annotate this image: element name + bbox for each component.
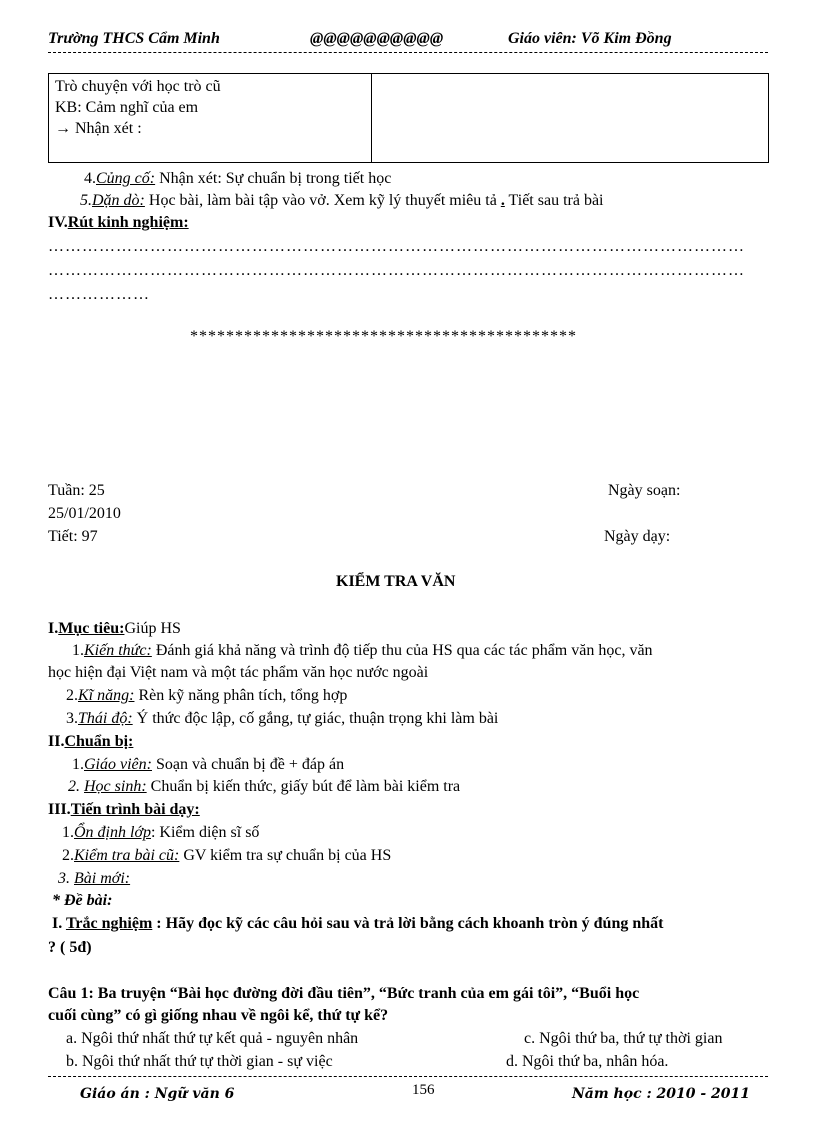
dan-do-dot: . (500, 192, 505, 209)
dan-do-num: 5. (80, 192, 92, 209)
header-symbols: @@@@@@@@@@ (310, 30, 444, 47)
muc-tieu-heading (48, 620, 181, 638)
tien-trinh-num: III. (48, 801, 71, 818)
question-1-line (48, 985, 639, 1003)
period-label: Tiết: 97 (48, 528, 98, 545)
cung-co-text: Nhận xét: Sự chuẩn bị trong tiết học (155, 170, 392, 187)
week-label: Tuần: 25 (48, 482, 105, 499)
kien-thuc-label: Kiến thức: (84, 642, 152, 659)
dan-do-line (80, 192, 604, 210)
option-d: d. Ngôi thứ ba, nhân hóa. (506, 1053, 669, 1070)
option-b: b. Ngôi thứ nhất thứ tự thời gian - sự việc (66, 1053, 333, 1070)
trac-nghiem-text: : Hãy đọc kỹ các câu hỏi sau và trả lời bằng cách khoanh tròn ý đúng nhất (152, 915, 664, 932)
kiem-tra-text: GV kiểm tra sự chuẩn bị của HS (179, 847, 392, 864)
giao-vien-num: 1. (72, 756, 84, 773)
on-dinh-line (62, 824, 259, 842)
cung-co-line (84, 170, 391, 188)
hoc-sinh-label: Học sinh: (84, 778, 147, 795)
kien-thuc-line (72, 642, 653, 660)
on-dinh-label: Ổn định lớp (74, 824, 151, 841)
page-title: KIỂM TRA VĂN (336, 573, 456, 590)
rut-kinh-nghiem-heading (48, 214, 189, 232)
dan-do-text: Học bài, làm bài tập vào vở. Xem kỹ lý thuyết miêu tả (144, 192, 501, 209)
ngay-day-label: Ngày dạy: (604, 528, 671, 545)
kien-thuc-num: 1. (72, 642, 84, 659)
bai-moi-label: Bài mới: (74, 870, 131, 887)
giao-vien-line (72, 756, 344, 774)
section-separator: ******************************************* (190, 328, 577, 345)
trac-nghiem-line-2: ? ( 5đ) (48, 939, 92, 956)
ki-nang-label: Kĩ năng: (78, 687, 135, 704)
option-c: c. Ngôi thứ ba, thứ tự thời gian (524, 1030, 723, 1047)
dotted-line-2: …………………………………………………………………………………………………………… (48, 262, 745, 279)
table-line: Trò chuyện với học trò cũ (55, 78, 221, 95)
ki-nang-line (66, 687, 347, 705)
bai-moi-num: 3. (58, 870, 74, 887)
activity-table-left-cell (49, 74, 372, 163)
dotted-line-1: …………………………………………………………………………………………………………… (48, 238, 745, 255)
question-1-text: : Ba truyện “Bài học đường đời đầu tiên”, “Bức tranh của em gái tôi”, “Buổi học (88, 985, 640, 1002)
muc-tieu-label: Mục tiêu: (58, 620, 125, 637)
hoc-sinh-num: 2. (68, 778, 84, 795)
rut-kinh-nghiem-num: IV. (48, 214, 68, 231)
footer-divider (48, 1076, 768, 1077)
tien-trinh-label: Tiến trình bài dạy: (70, 801, 200, 818)
question-1-line-2: cuối cùng” có gì giống nhau về ngôi kể, thứ tự kể? (48, 1007, 389, 1024)
de-bai-label: * Đề bài: (52, 892, 113, 909)
activity-table (48, 73, 769, 163)
header-divider (48, 52, 768, 53)
table-line: KB: Cảm nghĩ của em (55, 99, 199, 116)
thai-do-label: Thái độ: (78, 710, 133, 727)
thai-do-line (66, 710, 498, 728)
chuan-bi-heading (48, 733, 133, 751)
table-line: → Nhận xét : (55, 120, 142, 137)
question-1-label: Câu 1 (48, 985, 89, 1002)
footer-right: Năm học : 2010 - 2011 (572, 1086, 751, 1102)
header-school: Trường THCS Cẩm Minh (48, 30, 220, 47)
hoc-sinh-line (68, 778, 460, 796)
chuan-bi-label: Chuẩn bị: (64, 733, 134, 750)
rut-kinh-nghiem-label: Rút kinh nghiệm: (67, 214, 189, 231)
header-teacher: Giáo viên: Võ Kim Đồng (508, 30, 672, 47)
trac-nghiem-line (52, 915, 663, 933)
lesson-date: 25/01/2010 (48, 505, 121, 522)
chuan-bi-num: II. (48, 733, 65, 750)
dan-do-tail: Tiết sau trả bài (504, 192, 604, 209)
activity-table-right-cell (372, 74, 769, 163)
thai-do-num: 3. (66, 710, 78, 727)
on-dinh-text: : Kiểm diện sĩ số (150, 824, 260, 841)
cung-co-label: Củng cố: (96, 170, 156, 187)
muc-tieu-num: I. (48, 620, 59, 637)
kiem-tra-label: Kiểm tra bài cũ: (74, 847, 180, 864)
giao-vien-label: Giáo viên: (84, 756, 152, 773)
kiem-tra-line (62, 847, 391, 865)
ngay-soan-label: Ngày soạn: (608, 482, 681, 499)
on-dinh-num: 1. (62, 824, 74, 841)
footer-left: Giáo án : Ngữ văn 6 (80, 1086, 235, 1102)
page-number: 156 (412, 1082, 435, 1098)
kien-thuc-text: Đánh giá khả năng và trình độ tiếp thu của HS qua các tác phẩm văn học, văn (151, 642, 653, 659)
hoc-sinh-text: Chuẩn bị kiến thức, giấy bút để làm bài kiểm tra (146, 778, 461, 795)
kiem-tra-num: 2. (62, 847, 74, 864)
dan-do-label: Dặn dò: (92, 192, 145, 209)
dotted-line-3: ……………… (48, 286, 150, 303)
muc-tieu-text: Giúp HS (124, 620, 181, 637)
thai-do-text: Ý thức độc lập, cố gắng, tự giác, thuận trọng khi làm bài (132, 710, 499, 727)
kien-thuc-line-2: học hiện đại Việt nam và một tác phẩm văn học nước ngoài (48, 664, 429, 681)
giao-vien-text: Soạn và chuẩn bị đề + đáp án (151, 756, 345, 773)
ki-nang-text: Rèn kỹ năng phân tích, tổng hợp (134, 687, 348, 704)
trac-nghiem-num: I. (52, 915, 66, 932)
bai-moi-line (58, 870, 130, 888)
ki-nang-num: 2. (66, 687, 78, 704)
tien-trinh-heading (48, 801, 200, 819)
option-a: a. Ngôi thứ nhất thứ tự kết quả - nguyên nhân (66, 1030, 359, 1047)
trac-nghiem-label: Trắc nghiệm (65, 915, 153, 932)
cung-co-num: 4. (84, 170, 96, 187)
